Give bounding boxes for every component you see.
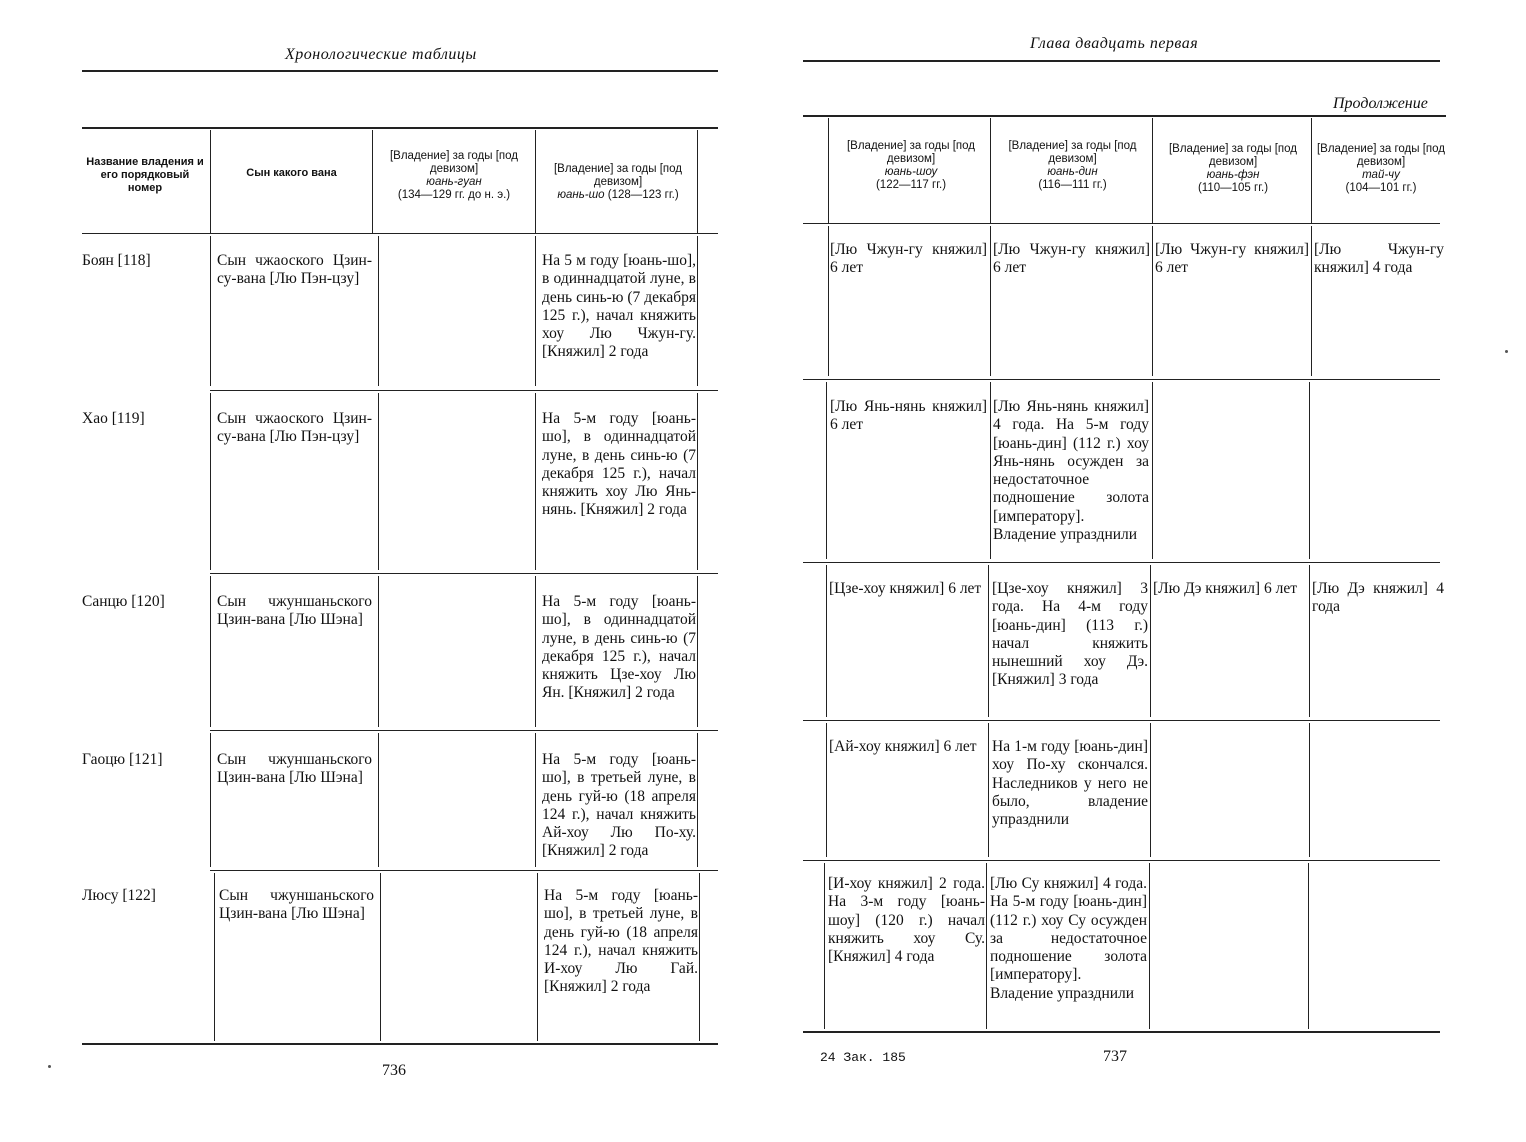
- father-wang: Сын чжаоского Цзин-су-вана [Лю Пэн-цзу]: [217, 410, 372, 446]
- header-text: [Владение] за годы [под девизом]: [846, 140, 976, 165]
- header-yuan-ding: [995, 140, 1150, 192]
- col-divider: [828, 118, 829, 223]
- header-era: юань-гуан: [426, 176, 482, 188]
- reign-yuan-ding: [Лю Су княжил] 4 года. На 5-м году [юань-дин] (112 г.) хоу Су осужден за недостаточное подношение золота [императору]. Владение упразднили: [990, 875, 1147, 1002]
- header-era: юань-шо: [557, 189, 605, 201]
- header-domain-name: Название владения и его порядковый номер: [86, 156, 204, 194]
- father-wang: Сын чжуншаньского Цзин-вана [Лю Шэна]: [217, 751, 372, 787]
- header-years: (116—111 гг.): [1038, 179, 1107, 191]
- col-divider: [697, 393, 698, 570]
- header-yuan-shuo: [540, 163, 696, 202]
- reign-yuan-ding: На 1-м году [юань-дин] хоу По-ху скончался. Наследников у него не было, владение упразднили: [992, 738, 1148, 829]
- page-number-left: 736: [382, 1062, 406, 1079]
- right-page: [763, 0, 1526, 1142]
- header-years: (104—101 гг.): [1345, 182, 1417, 194]
- reign-yuan-shuo: На 5-м году [юань-шо], в третьей луне, в день гуй-ю (18 апреля 124 г.), начал княжить И-хоу Лю Гай. [Княжил] 2 года: [544, 887, 698, 996]
- col-divider: [210, 393, 211, 570]
- col-divider: [535, 236, 536, 386]
- col-divider: [990, 226, 991, 376]
- col-divider: [210, 733, 211, 867]
- row-rule: [803, 720, 1440, 721]
- col-divider: [1152, 118, 1153, 223]
- head-rule-left: [82, 70, 718, 72]
- col-divider: [699, 873, 700, 1041]
- col-divider: [988, 723, 989, 857]
- table-bottom-rule-left: [82, 1043, 718, 1045]
- reign-yuan-shuo: На 5-м году [юань-шо], в одиннадцатой луне, в день синь-ю (7 декабря 125 г.), начал княжить Цзе-хоу Лю Ян. [Княжил] 2 года: [542, 593, 696, 702]
- domain-name: Гаоцю [121]: [82, 751, 163, 768]
- paper-speck: [1505, 350, 1508, 353]
- header-father-wang: Сын какого вана: [246, 167, 337, 179]
- col-divider: [210, 576, 211, 727]
- col-divider: [210, 236, 211, 386]
- col-divider: [1309, 723, 1310, 857]
- reign-yuan-shou: [И-хоу княжил] 2 года. На 3-м году [юань-шоу] (120 г.) начал княжить хоу Су. [Княжил] 4 года: [828, 875, 985, 966]
- col-divider: [990, 118, 991, 223]
- header-years: (122—117 гг.): [875, 179, 947, 191]
- running-head-left: Хронологические таблицы: [285, 46, 477, 63]
- header-tai-chu: [1316, 143, 1446, 195]
- header-text: [Владение] за годы [под девизом]: [1168, 143, 1298, 168]
- header-text: [Владение] за годы [под девизом]: [1008, 140, 1137, 165]
- col-divider: [1149, 863, 1150, 1029]
- col-divider: [210, 130, 211, 233]
- col-divider: [535, 733, 536, 867]
- continuation-label: Продолжение: [1333, 95, 1428, 112]
- reign-yuan-shuo: На 5 м году [юань-шо], в одиннадцатой луне, в день синь-ю (7 декабря 125 г.), начал княжить хоу Лю Чжун-гу. [Княжил] 2 года: [542, 252, 696, 361]
- reign-yuan-ding: [Цзе-хоу княжил] 3 года. На 4-м году [юань-дин] (113 г.) начал княжить нынешний хоу Дэ. [Княжил] 3 года: [992, 580, 1148, 689]
- reign-yuan-shou: [Ай-хоу княжил] 6 лет: [829, 738, 977, 755]
- header-text: [Владение] за годы [под девизом]: [1316, 143, 1446, 168]
- header-years: (134—129 гг. до н. э.): [397, 189, 511, 201]
- reign-yuan-feng: [Лю Дэ княжил] 6 лет: [1153, 580, 1297, 597]
- header-yuan-feng: [1157, 143, 1309, 195]
- col-divider: [214, 873, 215, 1041]
- reign-yuan-shuo: На 5-м году [юань-шо], в одиннадцатой луне, в день синь-ю (7 декабря 125 г.), начал княжить хоу Лю Янь-нянь. [Княжил] 2 года: [542, 410, 696, 519]
- table-bottom-rule-right: [803, 1031, 1440, 1033]
- col-divider: [378, 393, 379, 570]
- reign-yuan-shou: [Цзе-хоу княжил] 6 лет: [829, 580, 982, 597]
- col-divider: [1150, 723, 1151, 857]
- domain-name: Хао [119]: [82, 410, 145, 427]
- row-rule: [210, 730, 718, 731]
- row-rule: [803, 860, 1440, 861]
- col-divider: [826, 723, 827, 857]
- reign-yuan-ding: [Лю Чжун-гу княжил] 6 лет: [993, 241, 1150, 277]
- col-divider: [828, 226, 829, 376]
- col-divider: [380, 873, 381, 1041]
- col-divider: [1308, 863, 1309, 1029]
- col-divider: [824, 863, 825, 1029]
- table-top-rule-left: [82, 127, 718, 129]
- col-divider: [986, 863, 987, 1029]
- reign-yuan-shou: [Лю Янь-нянь княжил] 6 лет: [830, 398, 987, 434]
- row-rule: [210, 573, 718, 574]
- table-top-rule-right: [803, 115, 1446, 117]
- reign-yuan-shuo: На 5-м году [юань-шо], в третьей луне, в день гуй-ю (18 апреля 124 г.), начал княжить Ай-хоу Лю По-ху. [Княжил] 2 года: [542, 751, 696, 860]
- header-era: юань-дин: [1047, 166, 1098, 178]
- col-divider: [988, 565, 989, 717]
- reign-tai-chu: [Лю Чжун-гу княжил] 4 года: [1314, 241, 1444, 277]
- header-years: (128—123 гг.): [607, 189, 679, 201]
- reign-yuan-ding: [Лю Янь-нянь княжил] 4 года. На 5-м году [юань-дин] (112 г.) хоу Янь-нянь осужден за недостаточное подношение золота [императору]. Владение упразднили: [993, 398, 1149, 544]
- father-wang: Сын чжуншаньского Цзин-вана [Лю Шэна]: [219, 887, 374, 923]
- header-era: юань-шоу: [884, 166, 938, 178]
- col-divider: [1309, 382, 1310, 559]
- header-yuan-shou: [833, 140, 989, 192]
- header-yuan-guang: [378, 150, 530, 202]
- reign-yuan-feng: [Лю Чжун-гу княжил] 6 лет: [1155, 241, 1309, 277]
- reign-tai-chu: [Лю Дэ княжил] 4 года: [1312, 580, 1444, 616]
- col-divider: [697, 130, 698, 233]
- paper-speck: [48, 1065, 51, 1068]
- father-wang: Сын чжаоского Цзин-су-вана [Лю Пэн-цзу]: [217, 252, 372, 288]
- header-bottom-rule-right: [803, 223, 1440, 224]
- col-divider: [697, 733, 698, 867]
- col-divider: [372, 130, 373, 233]
- col-divider: [1311, 226, 1312, 376]
- father-wang: Сын чжуншаньского Цзин-вана [Лю Шэна]: [217, 593, 372, 629]
- col-divider: [826, 382, 827, 559]
- row-rule: [210, 870, 718, 871]
- header-years: (110—105 гг.): [1197, 182, 1269, 194]
- col-divider: [535, 393, 536, 570]
- header-text: [Владение] за годы [под девизом]: [553, 163, 683, 188]
- col-divider: [697, 576, 698, 727]
- col-divider: [1150, 565, 1151, 717]
- col-divider: [1152, 382, 1153, 559]
- domain-name: Санцю [120]: [82, 593, 165, 610]
- row-rule: [803, 562, 1440, 563]
- header-era: юань-фэн: [1206, 169, 1260, 181]
- header-bottom-rule-left: [82, 233, 718, 234]
- col-divider: [826, 565, 827, 717]
- col-divider: [1309, 565, 1310, 717]
- printer-signature: 24 Зак. 185: [820, 1050, 906, 1065]
- col-divider: [378, 733, 379, 867]
- col-divider: [535, 576, 536, 727]
- col-divider: [535, 130, 536, 233]
- col-divider: [1311, 118, 1312, 223]
- domain-name: Люсу [122]: [82, 887, 156, 904]
- header-text: [Владение] за годы [под девизом]: [389, 150, 519, 175]
- col-divider: [378, 576, 379, 727]
- col-divider: [697, 236, 698, 386]
- reign-yuan-shou: [Лю Чжун-гу княжил] 6 лет: [830, 241, 987, 277]
- head-rule-right: [803, 60, 1440, 62]
- page-number-right: 737: [1103, 1048, 1127, 1065]
- col-divider: [378, 236, 379, 386]
- running-head-right: Глава двадцать первая: [1030, 35, 1199, 52]
- col-divider: [537, 873, 538, 1041]
- col-divider: [1152, 226, 1153, 376]
- domain-name: Боян [118]: [82, 252, 151, 269]
- col-divider: [990, 382, 991, 559]
- row-rule: [210, 390, 718, 391]
- row-rule: [803, 379, 1440, 380]
- header-era: тай-чу: [1362, 169, 1400, 181]
